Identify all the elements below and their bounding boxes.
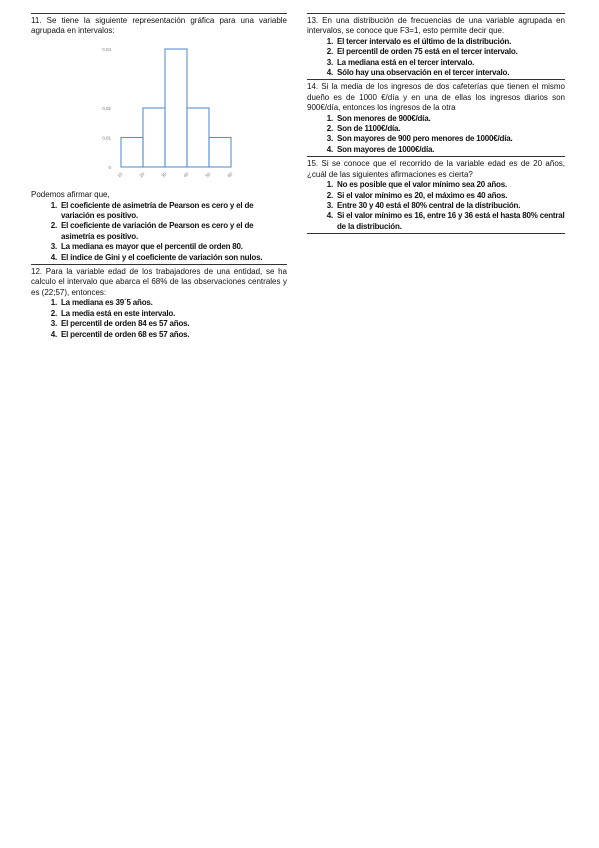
- y-tick-label: 0,02: [102, 105, 111, 111]
- x-tick-label: 30: [160, 171, 168, 179]
- option-item: 3. La mediana está en el tercer intervalo.: [335, 58, 565, 68]
- histogram-svg: [81, 41, 241, 187]
- option-item: 4. Sólo hay una observación en el tercer intervalo.: [335, 68, 565, 78]
- option-item: 1. No es posible que el valor mínimo sea 20 años.: [335, 180, 565, 190]
- option-item: 3. La mediana es mayor que el percentil de orden 80.: [59, 242, 287, 252]
- question-14-options: [307, 114, 565, 156]
- option-item: 2. El percentil de orden 75 está en el tercer intervalo.: [335, 47, 565, 57]
- question-15-stem: 15. Si se conoce que el recorrido de la variable edad es de 20 años, ¿cuál de las siguientes afirmaciones es cierta?: [307, 159, 565, 179]
- x-tick-label: 20: [138, 171, 146, 179]
- histogram-chart: [81, 41, 287, 190]
- question-11: [31, 13, 287, 263]
- histogram-bar: [187, 108, 209, 167]
- question-13: [307, 13, 565, 78]
- y-tick-label: 0,01: [102, 135, 111, 141]
- question-11-options: [31, 201, 287, 263]
- question-12-stem: 12. Para la variable edad de los trabajadores de una entidad, se ha calculo el intervalo que abarca el 68% de las observaciones centrales y es (22;57), entonces:: [31, 267, 287, 297]
- option-item: 4. El percentil de orden 68 es 57 años.: [59, 330, 287, 340]
- option-item: 3. Entre 30 y 40 está el 80% central de la distribución.: [335, 201, 565, 211]
- option-item: 1. Son menores de 900€/día.: [335, 114, 565, 124]
- histogram-bar: [143, 108, 165, 167]
- histogram-bar: [165, 49, 187, 167]
- option-item: 4. Si el valor mínimo es 16, entre 16 y 36 está el hasta 80% central de la distribución.: [335, 211, 565, 232]
- right-column: [307, 13, 565, 234]
- question-11-stem: 11. Se tiene la siguiente representación gráfica para una variable agrupada en intervalos:: [31, 16, 287, 36]
- question-12: [31, 264, 287, 340]
- question-14-stem: 14. Si la media de los ingresos de dos cafeterías que tienen el mismo dueño es de 1000 €/día y en una de ellas los ingresos diarios son 900€/día, entonces los ingresos de la otra: [307, 82, 565, 113]
- option-item: 2. El coeficiente de variación de Pearson es cero y el de asimetría es positivo.: [59, 221, 287, 242]
- question-15: [307, 156, 565, 234]
- left-column: [31, 13, 287, 340]
- x-tick-label: 10: [116, 171, 124, 179]
- option-item: 1. El coeficiente de asimetría de Pearson es cero y el de variación es positivo.: [59, 201, 287, 222]
- option-item: 3. El percentil de orden 84 es 57 años.: [59, 319, 287, 329]
- question-14: [307, 79, 565, 155]
- x-tick-label: 40: [182, 171, 190, 179]
- histogram-bar: [209, 137, 231, 167]
- option-item: 2. Si el valor mínimo es 20, el máximo es 40 años.: [335, 191, 565, 201]
- question-11-intro: Podemos afirmar que,: [31, 190, 110, 200]
- question-13-options: [307, 37, 565, 79]
- question-15-options: [307, 180, 565, 232]
- histogram-bar: [121, 137, 143, 167]
- option-item: 2. Son de 1100€/día.: [335, 124, 565, 134]
- option-item: 4. Son mayores de 1000€/día.: [335, 145, 565, 155]
- bottom-rule: [307, 233, 565, 234]
- option-item: 2. La media está en este intervalo.: [59, 309, 287, 319]
- option-item: 4. El índice de Gini y el coeficiente de variación son nulos.: [59, 253, 287, 263]
- question-13-stem: 13. En una distribución de frecuencias de una variable agrupada en intervalos, se conoce que F3=1, esto permite decir que.: [307, 16, 565, 36]
- option-item: 3. Son mayores de 900 pero menores de 1000€/día.: [335, 134, 565, 144]
- y-tick-label: 0: [108, 164, 111, 170]
- y-tick-label: 0,04: [102, 46, 111, 52]
- option-item: 1. El tercer intervalo es el último de la distribución.: [335, 37, 565, 47]
- x-tick-label: 60: [226, 171, 234, 179]
- option-item: 1. La mediana es 39´5 años.: [59, 298, 287, 308]
- question-12-options: [31, 298, 287, 340]
- x-tick-label: 50: [204, 171, 212, 179]
